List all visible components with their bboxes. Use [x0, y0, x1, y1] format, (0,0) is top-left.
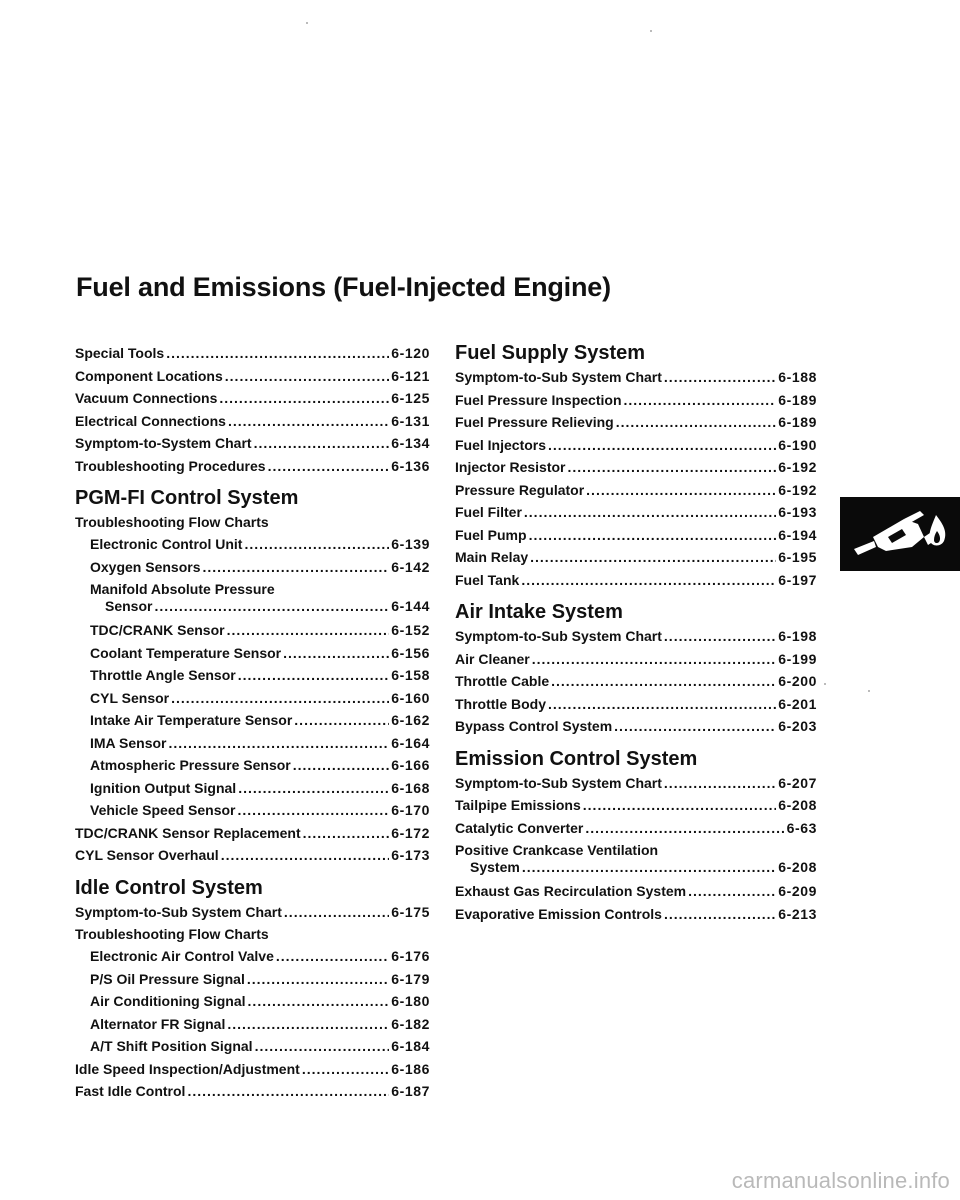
section-tab[interactable] — [840, 497, 960, 571]
toc-entry[interactable]: Symptom-to-System Chart ..... 6-134 — [75, 432, 430, 455]
toc-entry[interactable]: Fuel Injectors ..... 6-190 — [455, 434, 817, 457]
toc-entry[interactable]: Exhaust Gas Recirculation System ..... 6-209 — [455, 880, 817, 903]
section-heading-fuel-supply: Fuel Supply System — [455, 342, 646, 364]
toc-entry[interactable]: Vehicle Speed Sensor ..... 6-170 — [75, 799, 430, 822]
toc-entry[interactable]: Ignition Output Signal ..... 6-168 — [75, 777, 430, 800]
toc-entry[interactable]: Symptom-to-Sub System Chart ..... 6-207 — [455, 772, 817, 795]
toc-entry[interactable]: A/T Shift Position Signal ..... 6-184 — [75, 1035, 430, 1058]
toc-entry[interactable]: Air Cleaner ..... 6-199 — [455, 648, 817, 671]
toc-entry[interactable]: Manifold Absolute Pressure Sensor ..... 6-144 — [75, 581, 430, 615]
toc-entry[interactable]: Symptom-to-Sub System Chart ..... 6-188 — [455, 366, 817, 389]
toc-entry[interactable]: Injector Resistor ..... 6-192 — [455, 456, 817, 479]
toc-entry[interactable]: Special Tools ..... 6-120 — [75, 342, 430, 365]
toc-entry[interactable]: Oxygen Sensors ..... 6-142 — [75, 556, 430, 579]
toc-entry[interactable]: Fuel Tank ..... 6-197 — [455, 569, 817, 592]
toc-entry[interactable]: Electronic Air Control Valve ..... 6-176 — [75, 945, 430, 968]
toc-entry[interactable]: Symptom-to-Sub System Chart ..... 6-198 — [455, 625, 817, 648]
toc-entry[interactable]: Air Conditioning Signal ..... 6-180 — [75, 990, 430, 1013]
toc-entry[interactable]: Fuel Pump ..... 6-194 — [455, 524, 817, 547]
section-heading-emission: Emission Control System — [455, 747, 698, 770]
toc-entry[interactable]: Troubleshooting Procedures ..... 6-136 — [75, 455, 430, 478]
toc-entry[interactable]: Fuel Pressure Inspection ..... 6-189 — [455, 389, 817, 412]
section-heading-idle: Idle Control System — [75, 876, 263, 899]
subheading-troubleshooting: Troubleshooting Flow Charts — [75, 514, 269, 530]
toc-left-column — [75, 342, 430, 1103]
toc-entry[interactable]: Coolant Temperature Sensor ..... 6-156 — [75, 642, 430, 665]
toc-entry[interactable]: Catalytic Converter ..... 6-63 — [455, 817, 817, 840]
toc-entry[interactable]: Vacuum Connections ..... 6-125 — [75, 387, 430, 410]
toc-entry[interactable]: CYL Sensor Overhaul ..... 6-173 — [75, 844, 430, 867]
toc-entry[interactable]: Tailpipe Emissions ..... 6-208 — [455, 794, 817, 817]
toc-entry[interactable]: Fuel Filter ..... 6-193 — [455, 501, 817, 524]
toc-entry[interactable]: Evaporative Emission Controls ..... 6-213 — [455, 903, 817, 926]
page-title: Fuel and Emissions (Fuel-Injected Engine) — [76, 272, 611, 302]
toc-entry[interactable]: Positive Crankcase Ventilation System ..... 6-208 — [455, 842, 817, 876]
fuel-nozzle-icon — [840, 558, 960, 575]
toc-entry[interactable]: IMA Sensor ..... 6-164 — [75, 732, 430, 755]
toc-entry[interactable]: Throttle Body ..... 6-201 — [455, 693, 817, 716]
toc-entry[interactable]: Main Relay ..... 6-195 — [455, 546, 817, 569]
toc-entry[interactable]: Alternator FR Signal ..... 6-182 — [75, 1013, 430, 1036]
toc-entry[interactable]: TDC/CRANK Sensor Replacement ..... 6-172 — [75, 822, 430, 845]
toc-entry[interactable]: Throttle Angle Sensor ..... 6-158 — [75, 664, 430, 687]
toc-general-list — [75, 342, 430, 477]
toc-entry[interactable]: Component Locations ..... 6-121 — [75, 365, 430, 388]
toc-entry[interactable]: P/S Oil Pressure Signal ..... 6-179 — [75, 968, 430, 991]
toc-entry[interactable]: Idle Speed Inspection/Adjustment ..... 6-186 — [75, 1058, 430, 1081]
toc-right-column — [455, 340, 817, 925]
toc-entry[interactable]: Electrical Connections ..... 6-131 — [75, 410, 430, 433]
toc-entry[interactable]: Fast Idle Control ..... 6-187 — [75, 1080, 430, 1103]
toc-entry[interactable]: Symptom-to-Sub System Chart ..... 6-175 — [75, 901, 430, 924]
section-heading-pgm-fi: PGM-FI Control System — [75, 487, 299, 509]
toc-entry[interactable]: CYL Sensor ..... 6-160 — [75, 687, 430, 710]
toc-entry[interactable]: Atmospheric Pressure Sensor ..... 6-166 — [75, 754, 430, 777]
toc-entry[interactable]: Electronic Control Unit ..... 6-139 — [75, 533, 430, 556]
subheading-troubleshooting: Troubleshooting Flow Charts — [75, 926, 269, 942]
toc-entry[interactable]: Pressure Regulator ..... 6-192 — [455, 479, 817, 502]
toc-entry[interactable]: Bypass Control System ..... 6-203 — [455, 715, 817, 738]
toc-entry[interactable]: TDC/CRANK Sensor ..... 6-152 — [75, 619, 430, 642]
watermark: carmanualsonline.info — [731, 1168, 950, 1193]
toc-entry[interactable]: Throttle Cable ..... 6-200 — [455, 670, 817, 693]
section-heading-air-intake: Air Intake System — [455, 601, 623, 623]
toc-entry[interactable]: Intake Air Temperature Sensor ..... 6-162 — [75, 709, 430, 732]
toc-entry[interactable]: Fuel Pressure Relieving ..... 6-189 — [455, 411, 817, 434]
